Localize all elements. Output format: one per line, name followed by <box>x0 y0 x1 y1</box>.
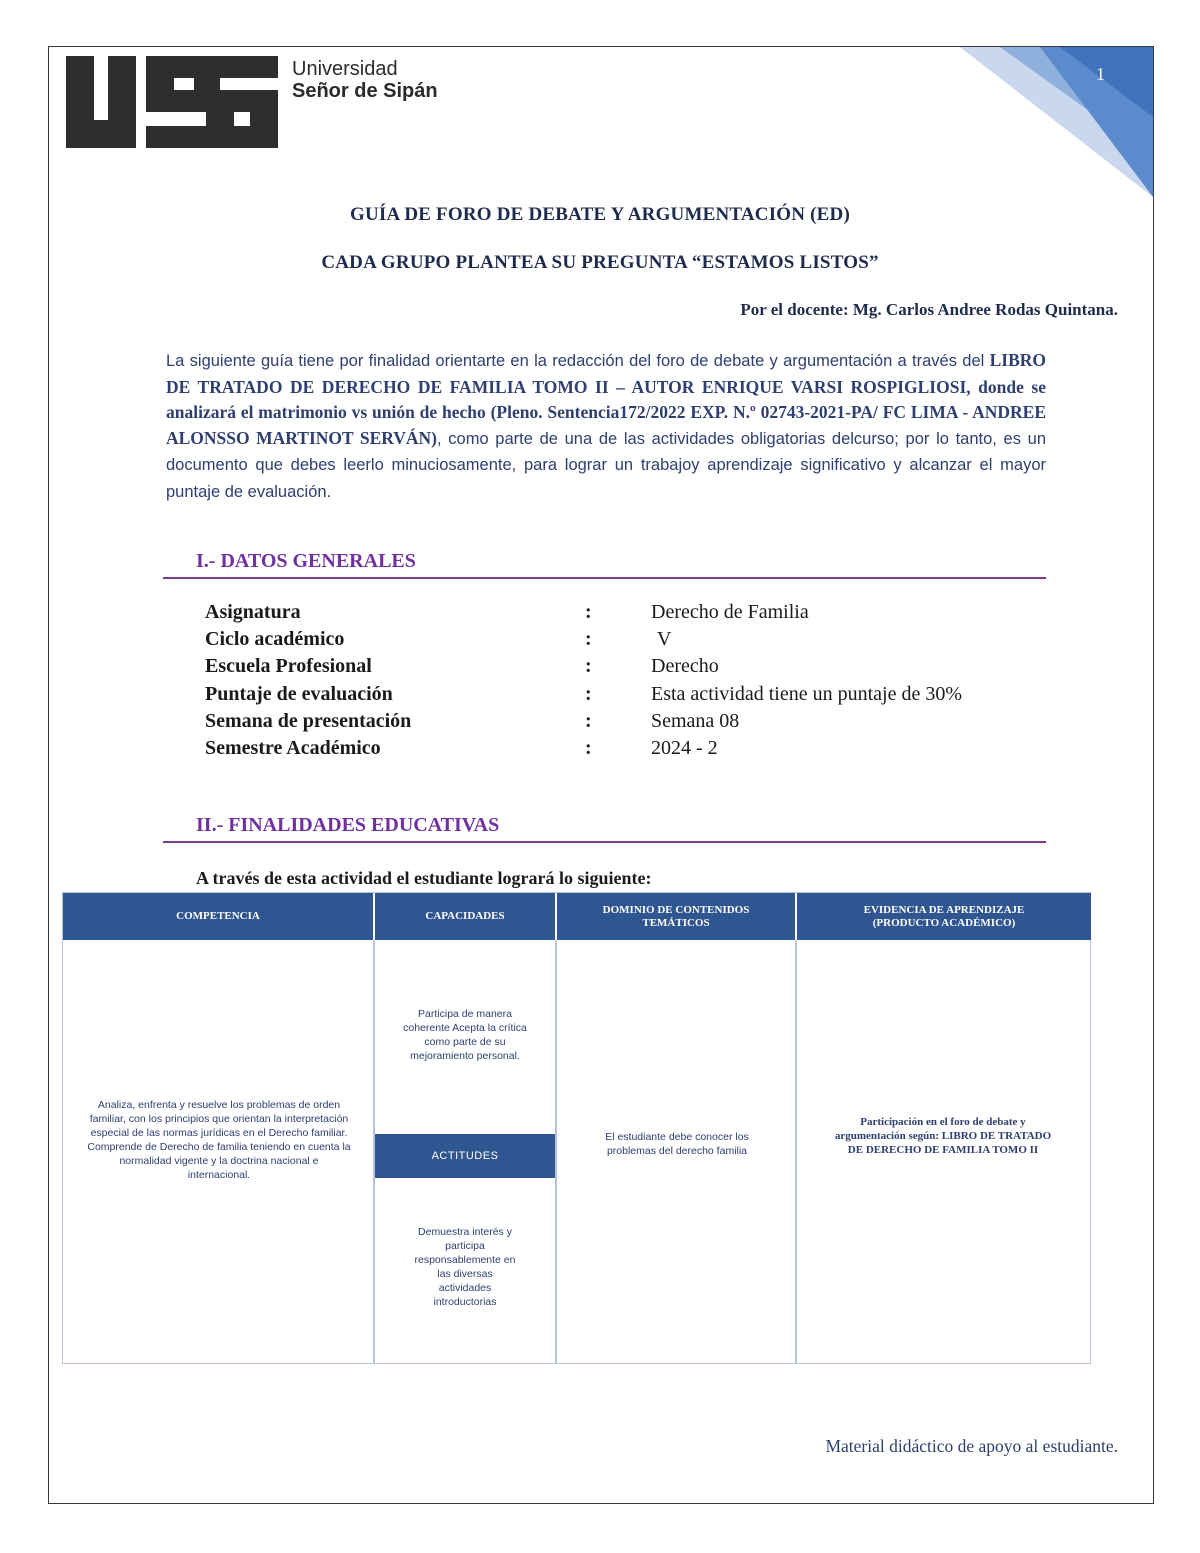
general-row <box>205 628 1105 655</box>
actitudes-header: ACTITUDES <box>375 1134 555 1178</box>
row-label: Puntaje de evaluación <box>205 683 393 705</box>
row-label: Semestre Académico <box>205 737 381 759</box>
row-colon: : <box>585 628 592 650</box>
general-row <box>205 737 1105 764</box>
row-label: Semana de presentación <box>205 710 412 732</box>
capacidades-cell: Participa de manera coherente Acepta la crítica como parte de su mejoramiento personal. <box>403 1008 527 1062</box>
footer-text: Material didáctico de apoyo al estudiante. <box>825 1436 1118 1456</box>
intro-part1: La siguiente guía tiene por finalidad orientarte en la redacción del foro de debate y argumentación a través del <box>166 352 990 370</box>
row-colon: : <box>585 737 592 759</box>
university-line2: Señor de Sipán <box>292 80 438 102</box>
teacher-line: Por el docente: Mg. Carlos Andree Rodas Quintana. <box>740 300 1118 319</box>
row-value: Semana 08 <box>651 710 740 732</box>
section2-rule <box>163 841 1046 843</box>
row-value: 2024 - 2 <box>651 737 718 759</box>
university-line1: Universidad <box>292 58 398 80</box>
general-row <box>205 710 1105 737</box>
general-row <box>205 601 1105 628</box>
row-value: Esta actividad tiene un puntaje de 30% <box>651 683 963 705</box>
header-dominio: DOMINIO DE CONTENIDOS TEMÁTICOS <box>557 893 797 940</box>
main-title: GUÍA DE FORO DE DEBATE Y ARGUMENTACIÓN (ED) <box>350 204 850 225</box>
intro-part2: LIBRO DE TRATADO DE DERECHO DE FAMILIA TOMO II – AUTOR ENRIQUE VARSI ROSPIGLIOSI, donde se analizará el matrimonio vs unión de hecho (Pleno. Sentencia172/2022 EXP. N.º 02743-2021-PA/ FC LIMA - ANDREE ALONSSO MARTINOT SERVÁN) <box>166 350 1046 448</box>
intro-part3: , como parte de una de las actividades obligatorias delcurso; por lo tanto, es un documento que debes leerlo minuciosamente, para lograr un trabajoy aprendizaje significativo y alcanzar el mayor puntaje de evaluación. <box>166 429 1046 501</box>
corner-decoration <box>940 47 1153 197</box>
row-label: Ciclo académico <box>205 628 345 650</box>
row-value: V <box>657 628 672 650</box>
header-evidencia: EVIDENCIA DE APRENDIZAJE (PRODUCTO ACADÉMICO) <box>797 893 1091 940</box>
general-row <box>205 655 1105 682</box>
row-colon: : <box>585 655 592 677</box>
competencia-cell: Analiza, enfrenta y resuelve los problemas de orden familiar, con los principios que orientan la interpretación especial de las normas jurídicas en el Derecho familiar. Comprende de Derecho de familia teniendo en cuenta la normalidad vigente y la doctrina nacional e internacional. <box>87 1099 351 1181</box>
row-colon: : <box>585 710 592 732</box>
row-colon: : <box>585 601 592 623</box>
page-number: 1 <box>1096 64 1105 84</box>
section1-rule <box>163 577 1046 579</box>
university-name <box>292 58 438 102</box>
column-divider <box>795 940 797 1363</box>
section2-lead: A través de esta actividad el estudiante logrará lo siguiente: <box>196 868 652 888</box>
section1-heading: I.- DATOS GENERALES <box>196 550 416 572</box>
subtitle: CADA GRUPO PLANTEA SU PREGUNTA “ESTAMOS LISTOS” <box>321 252 879 273</box>
actitudes-cell: Demuestra interés y participa responsablemente en las diversas actividades introductorias <box>414 1226 516 1308</box>
header-competencia: COMPETENCIA <box>63 893 375 940</box>
section2-heading: II.- FINALIDADES EDUCATIVAS <box>196 814 500 836</box>
dominio-cell: El estudiante debe conocer los problemas del derecho familia <box>605 1131 749 1157</box>
row-value: Derecho de Familia <box>651 601 809 623</box>
row-colon: : <box>585 683 592 705</box>
row-label: Asignatura <box>205 601 301 623</box>
row-label: Escuela Profesional <box>205 655 372 677</box>
column-divider <box>555 940 557 1363</box>
competency-table <box>62 892 1091 1364</box>
header-capacidades: CAPACIDADES <box>375 893 557 940</box>
intro-paragraph <box>166 348 1046 505</box>
general-row <box>205 683 1105 710</box>
evidencia-cell: Participación en el foro de debate y argumentación según: LIBRO DE TRATADO DE DERECHO DE FAMILIA TOMO II <box>834 1116 1052 1156</box>
row-value: Derecho <box>651 655 719 677</box>
